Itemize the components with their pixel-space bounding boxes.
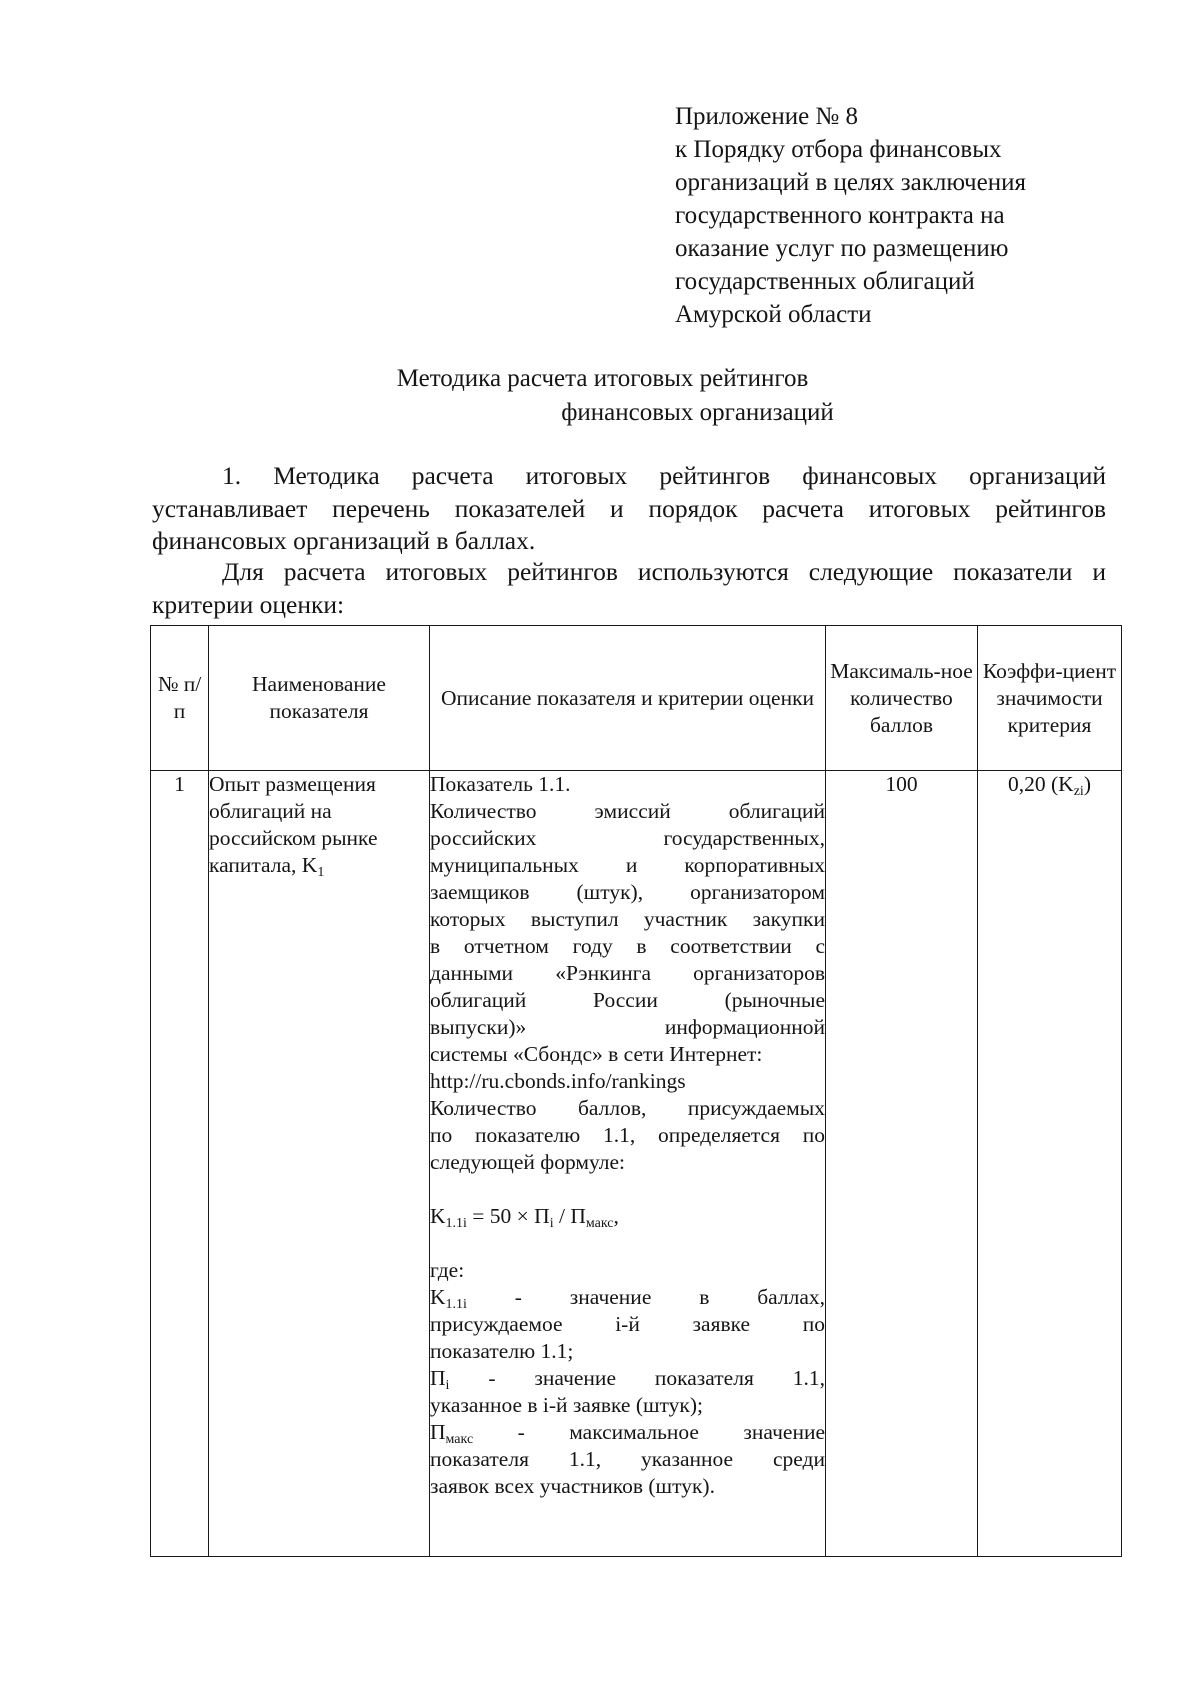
annex-line: государственных облигаций [675, 268, 975, 295]
annex-line: к Порядку отбора финансовых [675, 136, 1002, 163]
desc-line: муниципальных и корпоративных [430, 853, 825, 877]
annex-line: Амурской области [675, 301, 872, 328]
annex-line: оказание услуг по размещению [675, 235, 1009, 262]
desc-line: показателя 1.1, указанное среди [430, 1447, 825, 1471]
desc-line: системы «Сбондс» в сети Интернет: [430, 1042, 763, 1066]
coef-tail: ) [1083, 772, 1091, 796]
indicator-label: Показатель 1.1. [430, 772, 571, 796]
annex-header [675, 100, 1175, 331]
row-description [430, 771, 826, 1557]
def-pmax-sub: макс [445, 1432, 474, 1447]
formula-k-sub: 1.1i [445, 1216, 467, 1231]
row-num: 1 [151, 771, 209, 1557]
def-pi-sub: i [445, 1378, 450, 1393]
formula-k: K [430, 1204, 446, 1228]
desc-line: по показателю 1.1, определяется по [430, 1123, 825, 1147]
annex-line: государственного контракта на [675, 202, 1005, 229]
header-num: № п/п [151, 626, 209, 771]
row-name-sub: 1 [317, 865, 325, 880]
annex-line: Приложение № 8 [675, 103, 859, 130]
desc-line: присуждаемое i-й заявке по [430, 1312, 825, 1336]
def-k-sub: 1.1i [445, 1297, 467, 1312]
desc-line: в отчетном году в соответствии с [430, 934, 825, 958]
row-name [209, 771, 430, 1557]
title-line-2: финансовых организаций [561, 399, 834, 426]
desc-line: Количество баллов, присуждаемых [430, 1096, 825, 1120]
def-k-line-1 [430, 1284, 825, 1311]
desc-line: заявок всех участников (штук). [430, 1474, 715, 1498]
desc-line: заемщиков (штук), организатором [430, 880, 825, 904]
table-row [151, 771, 1122, 1557]
desc-line: российских государственных, [430, 826, 825, 850]
coef-sub: zi [1073, 784, 1084, 799]
where-label: где: [430, 1258, 465, 1282]
source-url: http://ru.cbonds.info/rankings [430, 1069, 686, 1093]
header-coef: Коэффи-циент значимости критерия [978, 626, 1122, 771]
desc-line: выпуски)» информационной [430, 1015, 825, 1039]
desc-line: данными «Рэнкинга организаторов [430, 961, 825, 985]
title-line-1: Методика расчета итоговых рейтингов [396, 365, 809, 392]
coef-text: 0,20 (K [1008, 772, 1074, 796]
desc-line: которых выступил участник закупки [430, 907, 825, 931]
formula-tail: , [613, 1204, 619, 1228]
def-pmax-line-1: $П_{макс}$ - максимальное значение [430, 1420, 825, 1447]
table-header-row [151, 626, 1122, 771]
desc-line: Количество эмиссий облигаций [430, 799, 825, 823]
document-title [150, 362, 1110, 430]
def-pi-line-1: $П_i$ - значение показателя 1.1, [430, 1366, 825, 1393]
formula [430, 1203, 825, 1230]
formula-slash: / П [553, 1204, 586, 1228]
paragraph-2: Для расчета итоговых рейтингов используются следующие показатели и критерии оценки: [152, 557, 1106, 619]
def-pi-text: - значение показателя 1.1, [488, 1366, 825, 1390]
def-k-text: - значение в баллах, [514, 1285, 825, 1309]
header-name: Наименование показателя [209, 626, 430, 771]
desc-line: следующей формуле: [430, 1150, 626, 1174]
paragraph-1: 1. Методика расчета итоговых рейтингов финансовых организаций устанавливает перечень показателей и порядок расчета итоговых рейтингов финансовых организаций в баллах. [152, 461, 1106, 555]
criteria-table [150, 625, 1122, 1557]
desc-line: облигаций России (рыночные [430, 988, 825, 1012]
formula-pi-sub: i [549, 1216, 554, 1231]
formula-pmax-sub: макс [585, 1216, 614, 1231]
def-k-symbol: K [430, 1285, 446, 1309]
row-max-points: 100 [826, 771, 978, 1557]
row-name-text: Опыт размещения облигаций на российском рынке капитала, K [209, 772, 378, 877]
header-desc: Описание показателя и критерии оценки [430, 626, 826, 771]
def-pmax-text: - максимальное значение [517, 1420, 825, 1444]
formula-rhs: = 50 × П [466, 1204, 550, 1228]
annex-line: организаций в целях заключения [675, 169, 1026, 196]
desc-line: указанное в i-й заявке (штук); [430, 1393, 703, 1417]
header-max: Максималь-ное количество баллов [826, 626, 978, 771]
desc-line: показателю 1.1; [430, 1339, 574, 1363]
row-coefficient [978, 771, 1122, 1557]
